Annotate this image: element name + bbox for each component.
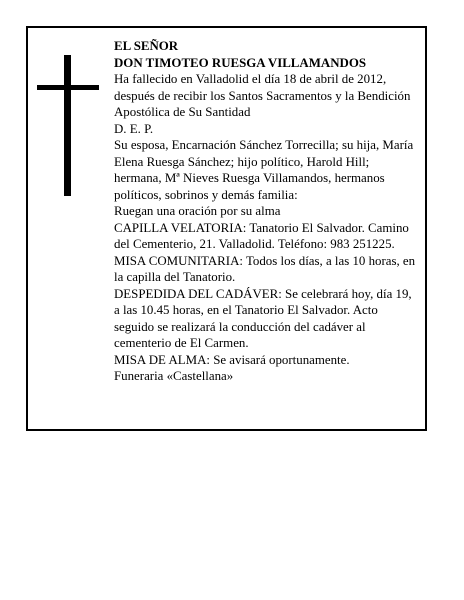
deceased-name: DON TIMOTEO RUESGA VILLAMANDOS bbox=[114, 55, 367, 70]
dep-line: D. E. P. bbox=[114, 121, 154, 136]
notice-body bbox=[114, 38, 420, 385]
chapel-info: CAPILLA VELATORIA: Tanatorio El Salvador. Camino del Cementerio, 21. Valladolid. Teléfono: 983 251225. bbox=[114, 220, 409, 251]
soul-mass-info: MISA DE ALMA: Se avisará oportunamente. bbox=[114, 352, 350, 367]
death-announcement: Ha fallecido en Valladolid el día 18 de abril de 2012, después de recibir los Santos Sacramentos y la Bendición Apostólica de Su Santidad bbox=[114, 72, 411, 119]
family-list: Su esposa, Encarnación Sánchez Torrecilla; su hija, María Elena Ruesga Sánchez; hijo político, Harold Hill; hermana, Mª Nieves Ruesga Villamandos, hermanos políticos, sobrinos y demás familia: bbox=[114, 138, 414, 202]
farewell-info: DESPEDIDA DEL CADÁVER: Se celebrará hoy, día 19, a las 10.45 horas, en el Tanatorio El Salvador. Acto seguido se realizará la conducción del cadáver al cementerio de El Carmen. bbox=[114, 286, 412, 350]
funeral-home: Funeraria «Castellana» bbox=[114, 369, 234, 383]
prayer-request: Ruegan una oración por su alma bbox=[114, 204, 281, 218]
cross-upright bbox=[64, 55, 71, 196]
latin-cross-icon bbox=[37, 55, 99, 196]
notice-heading-title: EL SEÑOR bbox=[114, 39, 179, 53]
cross-beam bbox=[37, 85, 99, 90]
community-mass-info: MISA COMUNITARIA: Todos los días, a las 10 horas, en la capilla del Tanatorio. bbox=[114, 253, 416, 284]
